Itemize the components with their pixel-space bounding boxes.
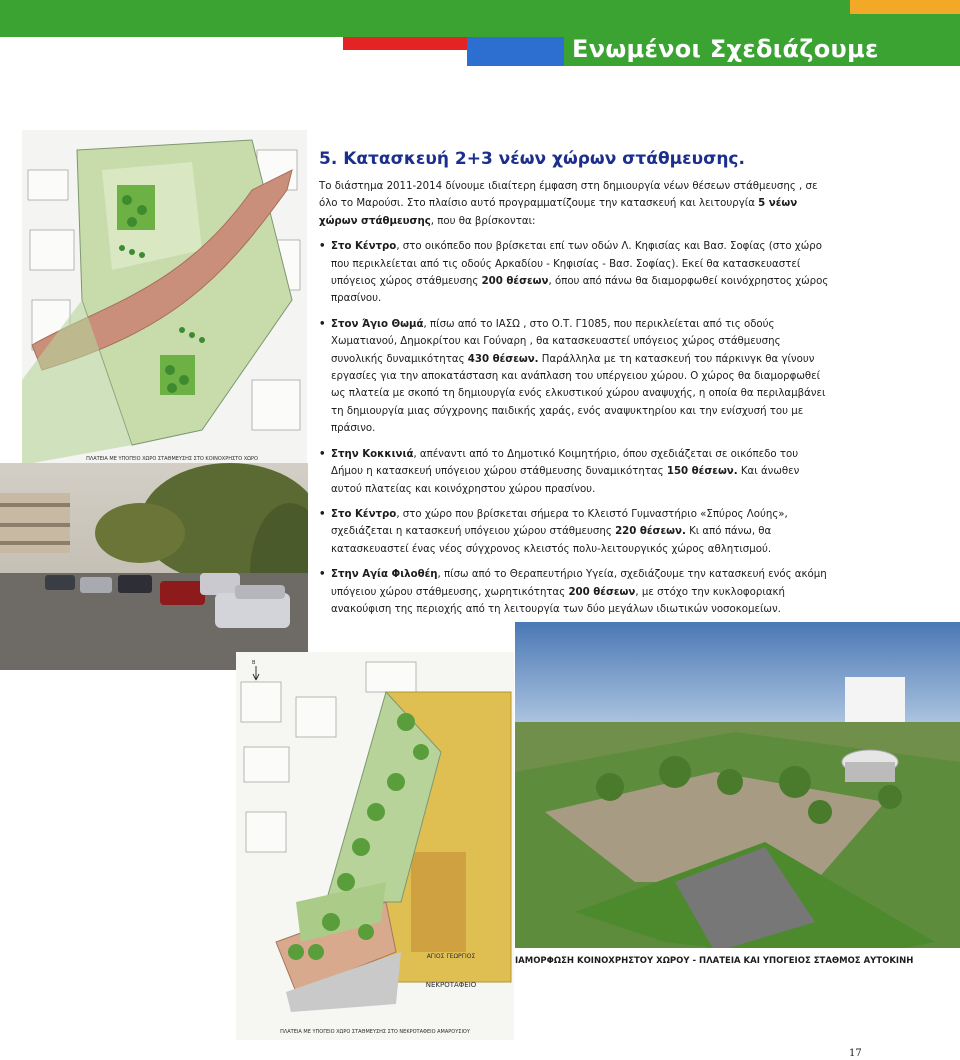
red-stripe <box>343 37 467 50</box>
list-item: • Στην Αγία Φιλοθέη, πίσω από το Θεραπευτήριο Υγεία, σχεδιάζουμε την κατασκευή ενός ακόμη υπόγειου χώρου στάθμευσης, χωρητικότητας 200 θέσεων, με στόχο την κυκλοφοριακή ανακούφιση της περιοχής από τη λειτουργία των δύο μεγάλων ιδιωτικών νοσοκομείων. <box>319 566 829 618</box>
intro-paragraph: Το διάστημα 2011-2014 δίνουμε ιδιαίτερη έμφαση στη δημιουργία νέων θέσεων στάθμευσης , σε όλο το Μαρούσι. Στο πλαίσιο αυτό προγραμματίζουμε την κατασκευή και λειτουργία 5 νέων χώρων στάθμευσης, που θα βρίσκονται: <box>319 181 818 227</box>
plaza-3d-render <box>515 622 960 970</box>
blue-stripe <box>467 37 564 66</box>
page-number: 17 <box>849 1048 862 1059</box>
list-item: • Στον Άγιο Θωμά, πίσω από το ΙΑΣΩ , στο Ο.Τ. Γ1085, που περικλείεται από τις οδούς Χωματιανού, Δημοκρίτου και Γούναρη , θα κατασκευαστεί υπόγειος χώρος στάθμευσης συνολικής δυναμικότητας 430 θέσεων. Παράλληλα με τη κατασκευή του πάρκινγκ θα γίνουν εργασίες για την αποκατάσταση και ανάπλαση του υπέργειου χώρου. Ο χώρος θα διαμορφωθεί ως πλατεία με σκοπό τη δημιουργία ενός ελκυστικού χώρου αναψυχής, η οποία θα περιλαμβάνει τη δημιουργία μιας σύγχρονης παιδικής χαράς, ενός αναψυκτηρίου και την ενίσχυσή του με πράσινο. <box>319 316 829 438</box>
north-arrow-label: Β <box>252 660 256 666</box>
list-item: • Στην Κοκκινιά, απέναντι από το Δημοτικό Κοιμητήριο, όπου σχεδιάζεται σε οικόπεδο του Δήμου η κατασκευή υπόγειου χώρου στάθμευσης δυναμικότητας 150 θέσεων. Και άνωθεν αυτού πλατείας και κοινόχρηστου χώρου πρασίνου. <box>319 446 829 498</box>
render-caption: ΙΑΜΟΡΦΩΣΗ ΚΟΙΝΟΧΡΗΣΤΟΥ ΧΩΡΟΥ - ΠΛΑΤΕΙΑ ΚΑΙ ΥΠΟΓΕΙΟΣ ΣΤΑΘΜΟΣ ΑΥΤΟΚΙΝΗ <box>515 956 914 966</box>
top-green-bar <box>0 0 960 37</box>
cemetery-label: ΝΕΚΡΟΤΑΦΕΙΟ <box>425 981 477 989</box>
plan2-caption: ΠΛΑΤΕΙΑ ΜΕ ΥΠΟΓΕΙΟ ΧΩΡΟ ΣΤΑΘΜΕΥΣΗΣ ΣΤΟ ΝΕΚΡΟΤΑΦΕΙΟ ΑΜΑΡΟΥΣΙΟΥ <box>280 1029 470 1035</box>
section-body <box>319 178 829 626</box>
parking-lot-photo <box>0 463 308 670</box>
list-item: • Στο Κέντρο, στο οικόπεδο που βρίσκεται επί των οδών Λ. Κηφισίας και Βασ. Σοφίας (στο χώρο που περικλείεται από τις οδούς Αρκαδίου - Κηφισίας - Βασ. Σοφίας). Εκεί θα κατασκευαστεί υπόγειος χώρος στάθμευσης 200 θέσεων, όπου από πάνω θα διαμορφωθεί κοινόχρηστος χώρος πρασίνου. <box>319 238 829 308</box>
church-label: ΑΓΙΟΣ ΓΕΩΡΓΙΟΣ <box>426 953 476 960</box>
section-title: 5. Κατασκευή 2+3 νέων χώρων στάθμευσης. <box>319 149 745 169</box>
list-item: • Στο Κέντρο, στο χώρο που βρίσκεται σήμερα το Κλειστό Γυμναστήριο «Σπύρος Λούης», σχεδιάζεται η κατασκευή υπόγειου χώρου στάθμευσης 220 θέσεων. Κι από πάνω, θα κατασκευαστεί ένας νέος σύγχρονος κλειστός πολυ-λειτουργικός χώρος αθλητισμού. <box>319 506 829 558</box>
brand-title: Ενωμένοι Σχεδιάζουμε <box>572 35 879 63</box>
orange-stripe <box>850 0 960 14</box>
plan1-caption: ΠΛΑΤΕΙΑ ΜΕ ΥΠΟΓΕΙΟ ΧΩΡΟ ΣΤΑΘΜΕΥΣΗΣ ΣΤΟ ΚΟΙΝΟΧΡΗΣΤΟ ΧΩΡΟ <box>86 456 258 462</box>
site-plan-cemetery <box>236 652 514 1040</box>
site-plan-kentro <box>22 130 307 465</box>
parking-locations-list <box>319 238 829 618</box>
